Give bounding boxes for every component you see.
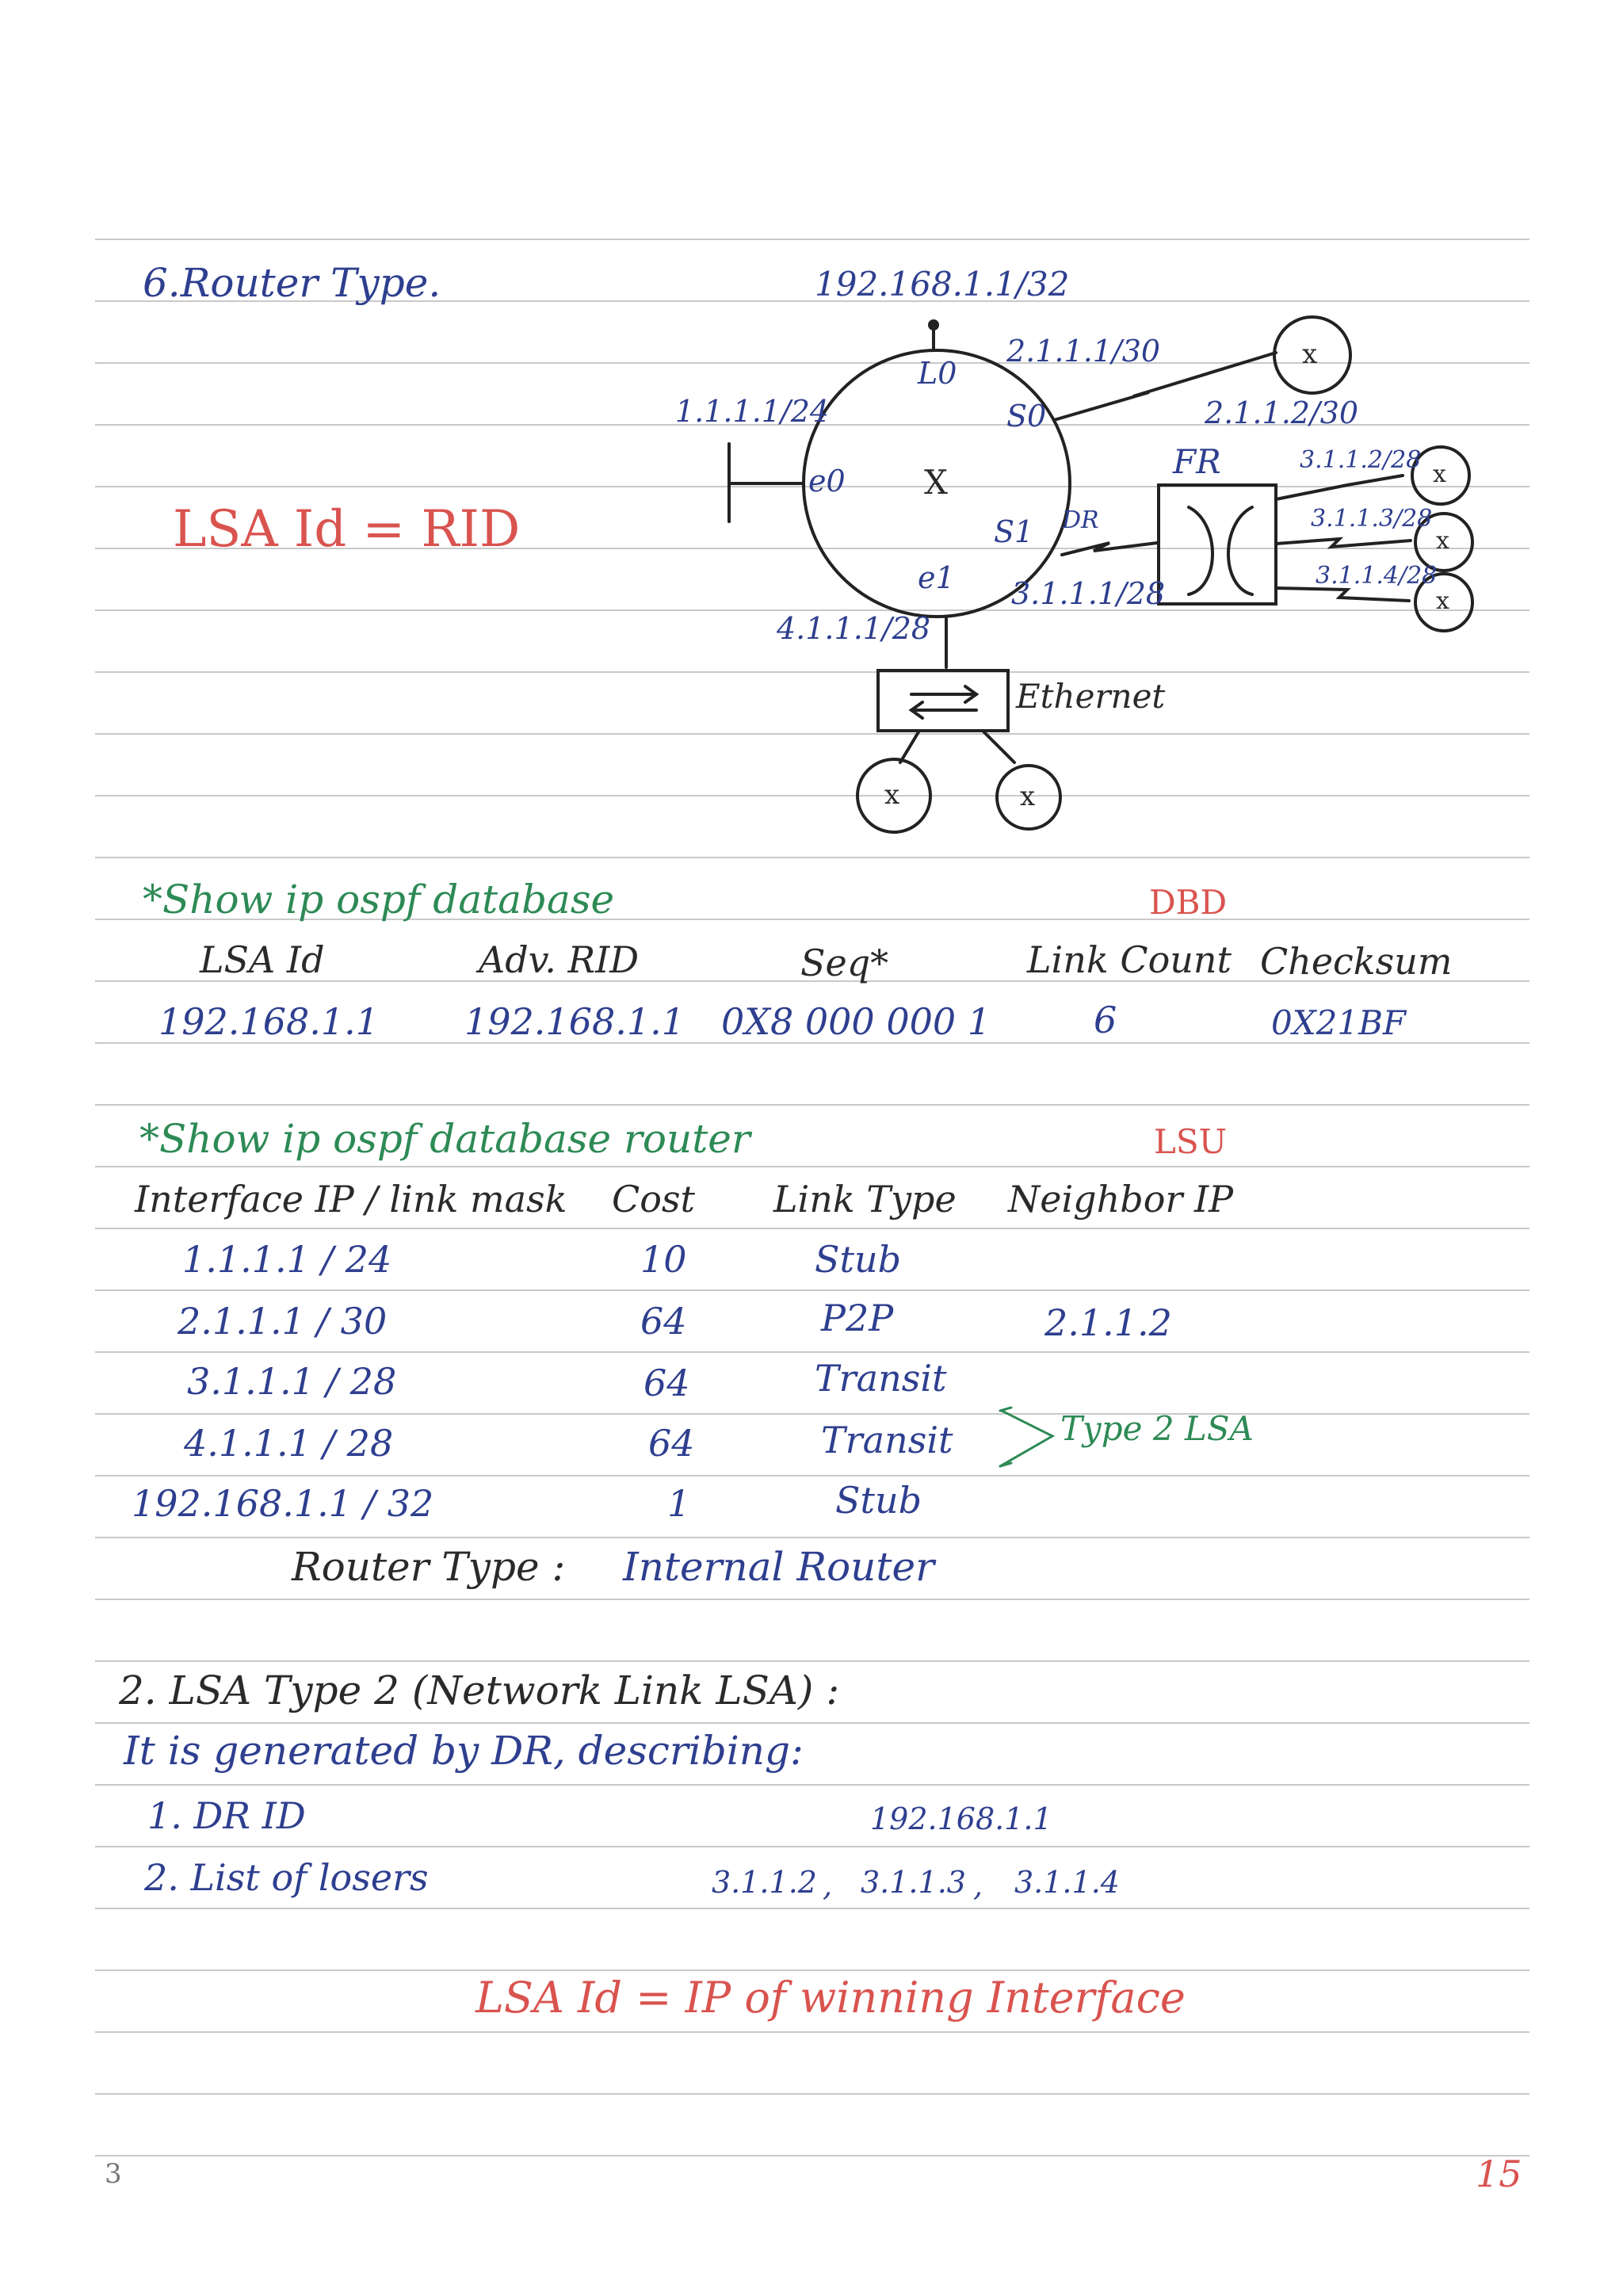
loopback-interface-label: L0: [918, 356, 957, 391]
fr-label: FR: [1173, 442, 1221, 481]
router-type-value: Internal Router: [623, 1544, 934, 1590]
router-type-label: Router Type :: [292, 1544, 566, 1590]
ethernet-peer-x-1: x: [884, 779, 900, 811]
db-row-lsa-id: 192.168.1.1: [158, 1000, 379, 1043]
db-header-link-count: Link Count: [1027, 938, 1232, 981]
dbr-row-5-ip: 192.168.1.1 / 32: [132, 1482, 434, 1525]
lsa-type2-heading: 2. LSA Type 2 (Network Link LSA) :: [119, 1668, 840, 1713]
s1-ip-label: 3.1.1.1/28: [1011, 576, 1166, 611]
db-header-seq: Seq*: [800, 942, 889, 984]
dbr-row-2-type: P2P: [821, 1297, 894, 1339]
fr-peer-ip-2: 3.1.1.3/28: [1311, 505, 1433, 533]
e0-ip-label: 1.1.1.1/24: [675, 394, 830, 429]
ethernet-peer-x-2: x: [1020, 781, 1036, 812]
lsa-id-rid-rule: LSA Id = RID: [173, 500, 521, 559]
lsa-id-winning-interface-rule: LSA Id = IP of winning Interface: [475, 1973, 1186, 2023]
switch-link-left: [900, 731, 919, 762]
router-type-heading: 6.Router Type.: [143, 260, 441, 306]
dbr-header-interface: Interface IP / link mask: [135, 1178, 567, 1221]
dbr-row-1-ip: 1.1.1.1 / 24: [182, 1238, 392, 1281]
dbr-header-neighbor: Neighbor IP: [1008, 1178, 1234, 1221]
loopback-ip-label: 192.168.1.1/32: [815, 265, 1070, 304]
s0-ip-label: 2.1.1.1/30: [1006, 334, 1161, 369]
lsa-type2-description: It is generated by DR, describing:: [124, 1728, 804, 1774]
dbr-row-2-cost: 64: [640, 1300, 687, 1343]
db-row-seq: 0X8 000 000 1: [721, 1000, 991, 1043]
dbr-row-4-type: Transit: [821, 1419, 953, 1461]
e0-interface-label: e0: [808, 464, 846, 499]
fr-peer-x-2: x: [1436, 527, 1449, 555]
fr-switch-curve-right: [1228, 507, 1252, 594]
loser-ip-1: 3.1.1.2: [712, 1865, 817, 1900]
dbr-row-5-type: Stub: [835, 1479, 922, 1522]
fr-peer-ip-3: 3.1.1.4/28: [1316, 562, 1438, 590]
type2-lsa-note: Type 2 LSA: [1060, 1409, 1254, 1448]
fr-peer-ip-1: 3.1.1.2/28: [1300, 446, 1422, 474]
s0-peer-ip-label: 2.1.1.2/30: [1205, 395, 1359, 430]
dbr-row-3-type: Transit: [815, 1357, 947, 1400]
db-header-lsa-id: LSA Id: [200, 938, 325, 981]
fr-peer-x-1: x: [1433, 460, 1446, 488]
s0-interface-label: S0: [1006, 399, 1047, 434]
dbr-row-2-neighbor: 2.1.1.2: [1044, 1301, 1172, 1344]
loser-ip-3: 3.1.1.4: [1014, 1865, 1120, 1900]
dbr-row-1-cost: 10: [640, 1238, 687, 1281]
fr-link-2: [1276, 539, 1411, 547]
dbr-row-3-cost: 64: [643, 1362, 690, 1404]
dbr-row-4-ip: 4.1.1.1 / 28: [184, 1422, 394, 1465]
router-x-symbol: X: [924, 463, 948, 502]
dbr-header-link-type: Link Type: [773, 1178, 957, 1221]
loopback-dot: [930, 321, 938, 329]
loser-separator-2: ,: [973, 1868, 983, 1903]
e1-interface-label: e1: [918, 560, 955, 595]
dbr-header-cost: Cost: [612, 1178, 695, 1221]
dbr-row-1-type: Stub: [815, 1238, 902, 1281]
switch-link-right: [983, 731, 1014, 762]
footer-left-number: 3: [105, 2158, 122, 2190]
db-row-checksum: 0X21BF: [1271, 1003, 1407, 1042]
fr-switch-curve-left: [1189, 507, 1212, 594]
fr-cloud-box: [1159, 485, 1276, 604]
database-heading: *Show ip ospf database: [143, 877, 615, 923]
database-router-heading: *Show ip ospf database router: [139, 1116, 750, 1162]
dbr-row-2-ip: 2.1.1.1 / 30: [178, 1300, 388, 1343]
fr-peer-x-3: x: [1436, 587, 1449, 615]
lsu-tag: LSU: [1154, 1122, 1228, 1161]
dbr-row-5-cost: 1: [667, 1482, 691, 1525]
ethernet-label: Ethernet: [1016, 677, 1166, 716]
lsa-type2-dr-id-value: 192.168.1.1: [870, 1801, 1052, 1836]
lsa-type2-item-dr-id: 1. DR ID: [147, 1794, 306, 1837]
db-header-checksum: Checksum: [1260, 940, 1453, 983]
loser-separator-1: ,: [823, 1868, 833, 1903]
s1-interface-label: S1: [994, 514, 1034, 549]
fr-link-3: [1276, 588, 1409, 601]
loser-ip-2: 3.1.1.3: [861, 1865, 966, 1900]
dbr-row-4-cost: 64: [648, 1422, 695, 1465]
db-row-link-count: 6: [1094, 999, 1117, 1041]
ethernet-switch-box: [878, 670, 1008, 731]
db-header-adv-rid: Adv. RID: [479, 938, 640, 981]
e1-ip-label: 4.1.1.1/28: [777, 611, 931, 646]
dr-label: DR: [1062, 506, 1099, 534]
type2-bracket: [1000, 1408, 1052, 1466]
dbr-row-3-ip: 3.1.1.1 / 28: [187, 1360, 397, 1403]
db-row-adv-rid: 192.168.1.1: [464, 1000, 685, 1043]
page-number: 15: [1476, 2153, 1522, 2195]
dbd-tag: DBD: [1149, 883, 1228, 922]
lsa-type2-item-losers: 2. List of losers: [144, 1856, 429, 1899]
s0-peer-x: x: [1302, 338, 1318, 370]
